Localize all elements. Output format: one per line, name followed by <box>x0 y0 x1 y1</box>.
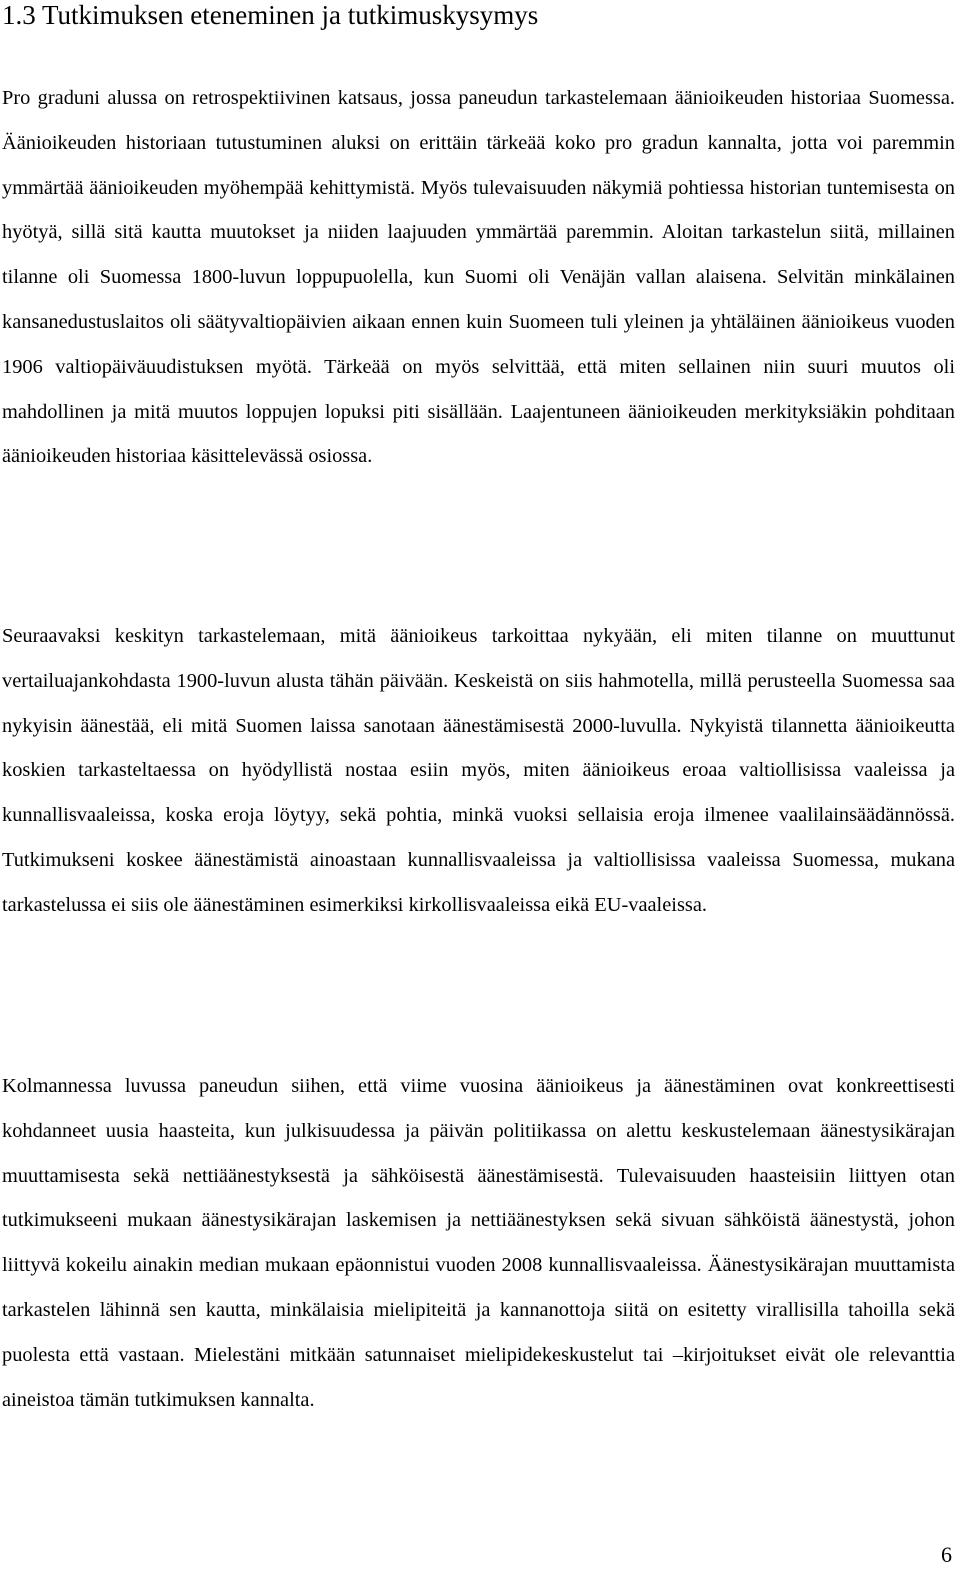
section-heading: 1.3 Tutkimuksen eteneminen ja tutkimuskysymys <box>2 0 539 30</box>
paragraph-current-voting-rights: Seuraavaksi keskityn tarkastelemaan, mitä äänioikeus tarkoittaa nykyään, eli miten tilanne on muuttunut vertailuajankohdasta 1900-luvun alusta tähän päivään. Keskeistä on siis hahmotella, millä perusteella Suomessa saa nykyisin äänestää, eli mitä Suomen laissa sanotaan äänestämisestä 2000-luvulla. Nykyistä tilannetta äänioikeutta koskien tarkasteltaessa on hyödyllistä nostaa esiin myös, miten äänioikeus eroaa valtiollisissa vaaleissa ja kunnallisvaaleissa, koska eroja löytyy, sekä pohtia, minkä vuoksi sellaisia eroja ilmenee vaalilainsäädännössä. Tutkimukseni koskee äänestämistä ainoastaan kunnallisvaaleissa ja valtiollisissa vaaleissa Suomessa, mukana tarkastelussa ei siis ole äänestäminen esimerkiksi kirkollisvaaleissa eikä EU-vaaleissa. <box>2 625 955 916</box>
paragraph-future-challenges: Kolmannessa luvussa paneudun siihen, että viime vuosina äänioikeus ja äänestäminen ovat konkreettisesti kohdanneet uusia haasteita, kun julkisuudessa ja päivän politiikassa on alettu keskustelemaan äänestysikärajan muuttamisesta sekä nettiäänestyksestä ja sähköisestä äänestämisestä. Tulevaisuuden haasteisiin liittyen otan tutkimukseeni mukaan äänestysikärajan laskemisen ja nettiäänestyksen sekä sivuan sähköistä äänestystä, johon liittyvä kokeilu ainakin median mukaan epäonnistui vuoden 2008 kunnallisvaaleissa. Äänestysikärajan muuttamista tarkastelen lähinnä sen kautta, minkälaisia mielipiteitä ja kannanottoja siitä on esitetty virallisilla tahoilla sekä puolesta että vastaan. Mielestäni mitkään satunnaiset mielipidekeskustelut tai –kirjoitukset eivät ole relevanttia aineistoa tämän tutkimuksen kannalta. <box>2 1075 955 1411</box>
page-number: 6 <box>941 1542 952 1567</box>
paragraph-history-overview: Pro graduni alussa on retrospektiivinen katsaus, jossa paneudun tarkastelemaan äänioikeuden historiaa Suomessa. Äänioikeuden historiaan tutustuminen aluksi on erittäin tärkeää koko pro gradun kannalta, jotta voi paremmin ymmärtää äänioikeuden myöhempää kehittymistä. Myös tulevaisuuden näkymiä pohtiessa historian tuntemisesta on hyötyä, sillä sitä kautta muutokset ja niiden laajuuden ymmärtää paremmin. Aloitan tarkastelun siitä, millainen tilanne oli Suomessa 1800-luvun loppupuolella, kun Suomi oli Venäjän vallan alaisena. Selvitän minkälainen kansanedustuslaitos oli säätyvaltiopäivien aikaan ennen kuin Suomeen tuli yleinen ja yhtäläinen äänioikeus vuoden 1906 valtiopäiväuudistuksen myötä. Tärkeää on myös selvittää, että miten sellainen niin suuri muutos oli mahdollinen ja mitä muutos loppujen lopuksi piti sisällään. Laajentuneen äänioikeuden merkityksiäkin pohditaan äänioikeuden historiaa käsittelevässä osiossa. <box>2 87 955 468</box>
